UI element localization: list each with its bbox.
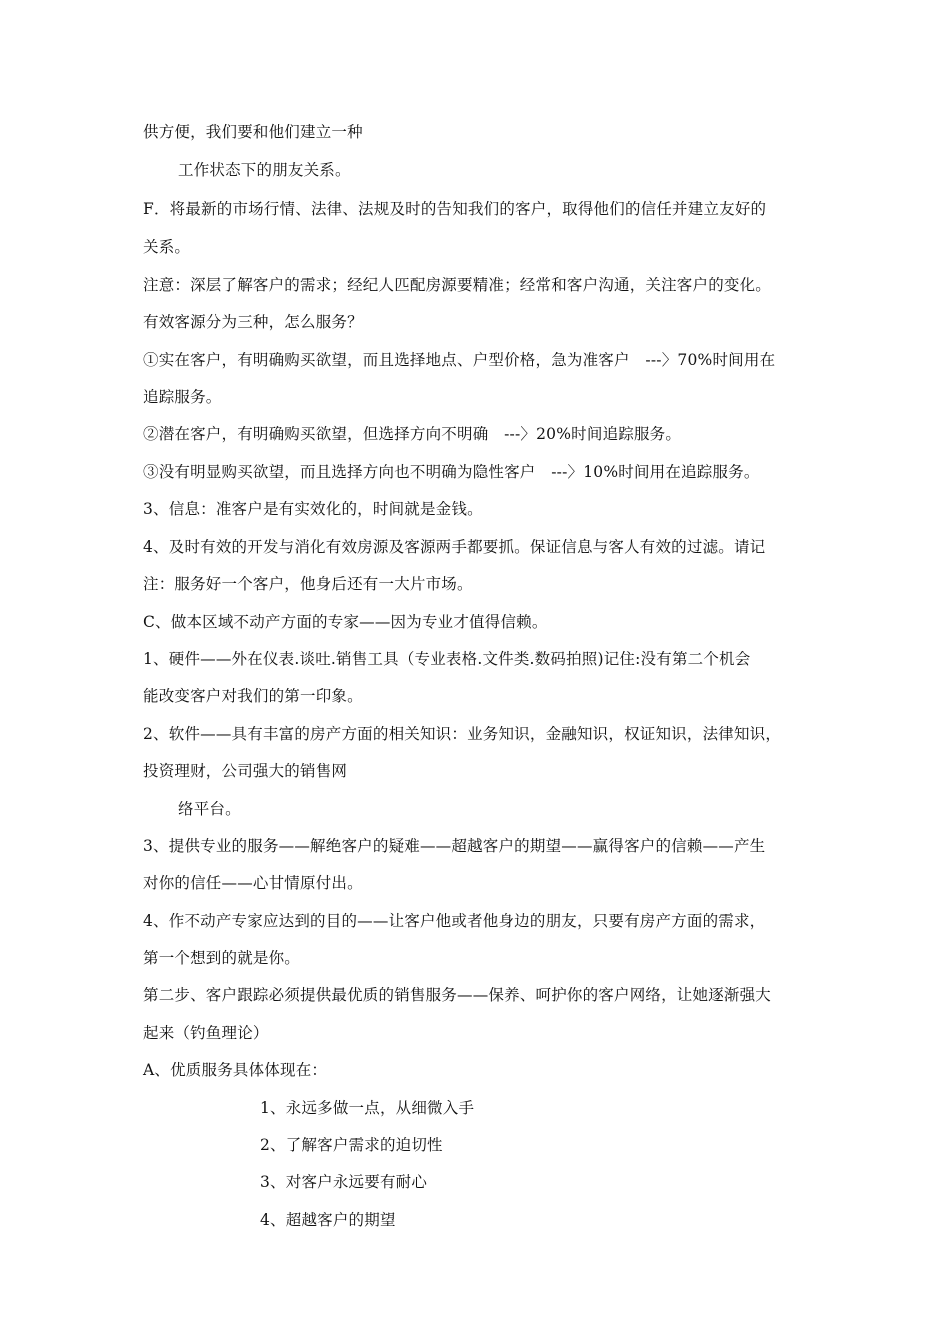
text-line: 起来（钓鱼理论） [143, 1024, 269, 1042]
text-line: 4、作不动产专家应达到的目的——让客户他或者他身边的朋友，只要有房产方面的需求， [143, 912, 766, 930]
text-line: 2、软件——具有丰富的房产方面的相关知识：业务知识，金融知识，权证知识，法律知识， [143, 725, 782, 743]
text-line: 3、提供专业的服务——解绝客户的疑难——超越客户的期望——赢得客户的信赖——产生 [143, 837, 766, 855]
text-line: 工作状态下的朋友关系。 [178, 161, 351, 179]
text-line: ②潜在客户，有明确购买欲望，但选择方向不明确 ---〉20%时间追踪服务。 [143, 425, 682, 443]
text-line: C、做本区域不动产方面的专家——因为专业才值得信赖。 [143, 613, 548, 631]
text-line: 4、及时有效的开发与消化有效房源及客源两手都要抓。保证信息与客人有效的过滤。请记 [143, 538, 766, 556]
text-line: 供方便，我们要和他们建立一种 [143, 123, 363, 141]
text-line: 有效客源分为三种，怎么服务？ [143, 313, 363, 331]
list-item: 1、永远多做一点，从细微入手 [260, 1099, 475, 1117]
text-line: A、优质服务具体体现在： [143, 1061, 328, 1079]
text-line: 注：服务好一个客户，他身后还有一大片市场。 [143, 575, 473, 593]
text-line: 第一个想到的就是你。 [143, 949, 301, 967]
list-item: 3、对客户永远要有耐心 [260, 1173, 428, 1191]
text-line: ③没有明显购买欲望，而且选择方向也不明确为隐性客户 ---〉10%时间用在追踪服务。 [143, 463, 760, 481]
text-line: 1、硬件——外在仪表.谈吐.销售工具（专业表格.文件类.数码拍照)记住:没有第二个机会 [143, 650, 751, 668]
text-line: 投资理财，公司强大的销售网 [143, 762, 348, 780]
text-line: ①实在客户，有明确购买欲望，而且选择地点、户型价格，急为准客户 ---〉70%时间用在 [143, 351, 776, 369]
list-item: 4、超越客户的期望 [260, 1211, 396, 1229]
text-line: 第二步、客户跟踪必须提供最优质的销售服务——保养、呵护你的客户网络，让她逐渐强大 [143, 986, 772, 1004]
text-line: 络平台。 [178, 800, 241, 818]
text-line: 3、信息：准客户是有实效化的，时间就是金钱。 [143, 500, 483, 518]
text-line: 追踪服务。 [143, 388, 222, 406]
list-item: 2、了解客户需求的迫切性 [260, 1136, 443, 1154]
text-line: F．将最新的市场行情、法律、法规及时的告知我们的客户，取得他们的信任并建立友好的 [143, 200, 767, 218]
text-line: 注意：深层了解客户的需求；经纪人匹配房源要精准；经常和客户沟通，关注客户的变化。 [143, 276, 772, 294]
text-line: 能改变客户对我们的第一印象。 [143, 687, 363, 705]
text-line: 关系。 [143, 238, 191, 256]
text-line: 对你的信任——心甘情原付出。 [143, 874, 363, 892]
